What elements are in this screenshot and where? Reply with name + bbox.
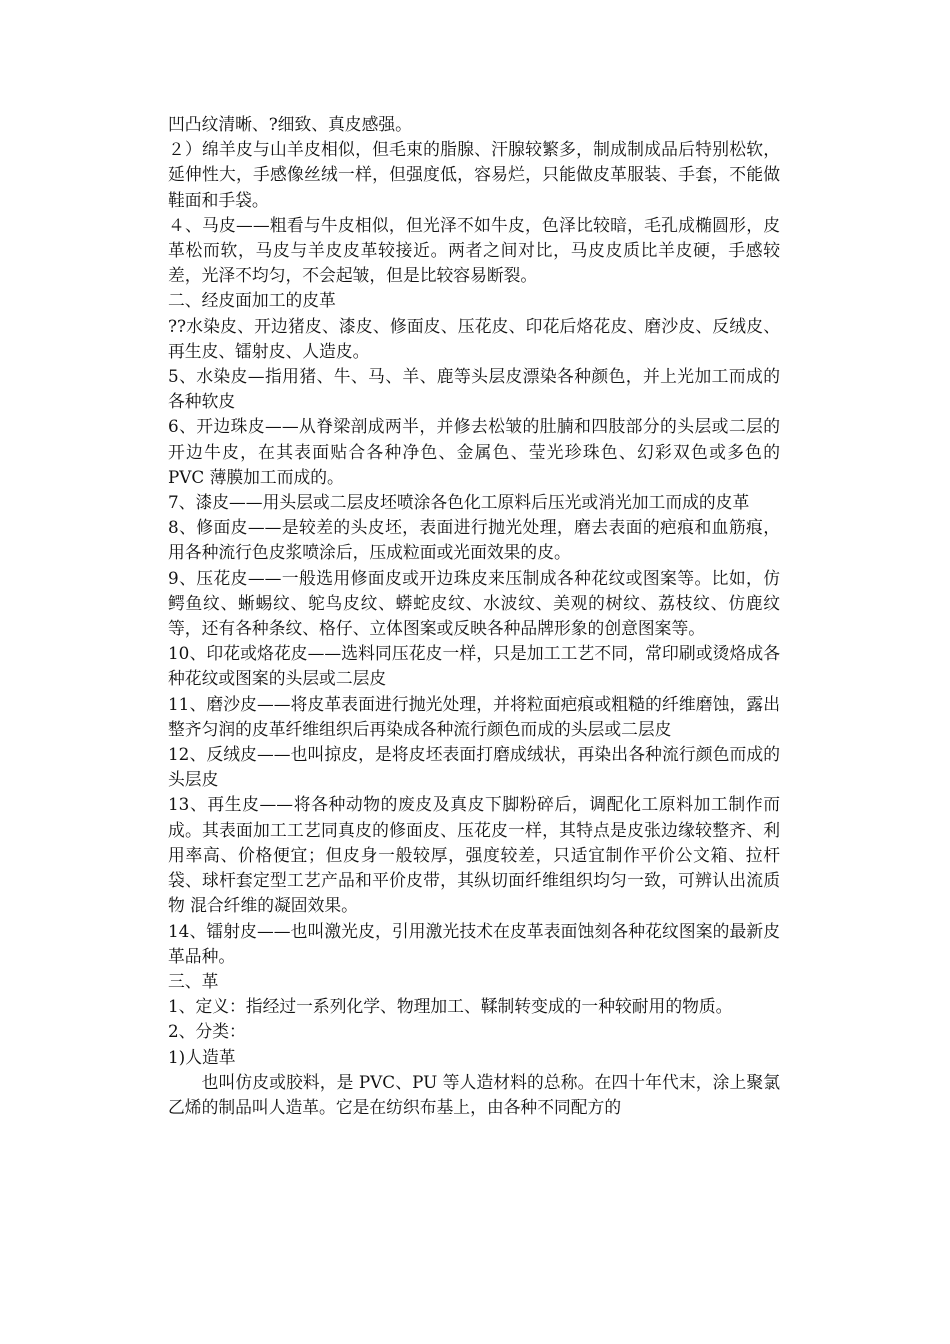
paragraph-6: 5、水染皮—指用猪、牛、马、羊、鹿等头层皮漂染各种颜色，并上光加工而成的各种软皮 <box>168 366 780 412</box>
paragraph-11: 10、印花或烙花皮——选料同压花皮一样，只是加工工艺不同，常印刷或烫烙成各种花纹或图案的头层或二层皮 <box>168 643 780 689</box>
paragraph-3: ４、马皮——粗看与牛皮相似，但光泽不如牛皮，色泽比较暗，毛孔成椭圆形，皮革松而软，马皮与羊皮皮革较接近。两者之间对比，马皮皮质比羊皮硬，手感较 差，光泽不均匀，不会起皱，但是比较容易断裂。 <box>168 214 780 286</box>
paragraph-12: 11、磨沙皮——将皮革表面进行抛光处理，并将粒面疤痕或粗糙的纤维磨蚀，露出整齐匀润的皮革纤维组织后再染成各种流行颜色而成的头层或二层皮 <box>168 693 780 739</box>
document-page <box>168 112 780 1120</box>
paragraph-13: 12、反绒皮——也叫掠皮，是将皮坯表面打磨成绒状，再染出各种流行颜色而成的头层皮 <box>168 744 780 790</box>
paragraph-1: 凹凸纹清晰、?细致、真皮感强。 <box>168 114 412 134</box>
paragraph-15: 14、镭射皮——也叫激光皮，引用激光技术在皮革表面蚀刻各种花纹图案的最新皮革品种。 <box>168 920 780 966</box>
paragraph-14: 13、再生皮——将各种动物的废皮及真皮下脚粉碎后，调配化工原料加工制作而成。其表面加工工艺同真皮的修面皮、压花皮一样，其特点是皮张边缘较整齐、利 用率高、价格便宜；但皮身一般较厚，强度较差，只适宜制作平价公文箱、拉杆袋、球杆套定型工艺产品和平价皮带，其纵切面纤维组织均匀一致，可辨认出流质物 混合纤维的凝固效果。 <box>168 794 780 916</box>
paragraph-17: 1、定义：指经过一系列化学、物理加工、鞣制转变成的一种较耐用的物质。 <box>168 996 733 1017</box>
subheading-artificial-leather: 1)人造革 <box>168 1046 236 1067</box>
paragraph-7: 6、开边珠皮——从脊梁剖成两半，并修去松皱的肚腩和四肢部分的头层或二层的开边牛皮，在其表面贴合各种净色、金属色、莹光珍珠色、幻彩双色或多色的 PVC 薄膜加工而成的。 <box>168 416 780 487</box>
paragraph-18: 2、分类： <box>168 1021 246 1042</box>
paragraph-20: 也叫仿皮或胶料，是 PVC、PU 等人造材料的总称。在四十年代末，涂上聚氯乙烯的制品叫人造革。它是在纺织布基上，由各种不同配方的 <box>168 1071 780 1117</box>
paragraph-9: 8、修面皮——是较差的头皮坯，表面进行抛光处理，磨去表面的疤痕和血筋痕，用各种流行色皮浆喷涂后，压成粒面或光面效果的皮。 <box>168 517 780 563</box>
paragraph-8: 7、漆皮——用头层或二层皮坯喷涂各色化工原料后压光或消光加工而成的皮革 <box>168 492 750 513</box>
paragraph-10: 9、压花皮——一般选用修面皮或开边珠皮来压制成各种花纹或图案等。比如，仿鳄鱼纹、蜥蜴纹、鸵鸟皮纹、蟒蛇皮纹、水波纹、美观的树纹、荔枝纹、仿鹿纹 等，还有各种条纹、格仔、立体图案或反映各种品牌形象的创意图案等。 <box>168 567 780 639</box>
section-heading-2: 二、经皮面加工的皮革 <box>168 290 336 311</box>
paragraph-5: ??水染皮、开边猪皮、漆皮、修面皮、压花皮、印花后烙花皮、磨沙皮、反绒皮、再生皮、镭射皮、人造皮。 <box>168 315 780 361</box>
paragraph-2: ２）绵羊皮与山羊皮相似，但毛束的脂腺、汗腺较繁多，制成制成品后特别松软，延伸性大，手感像丝绒一样，但强度低，容易烂，只能做皮革服装、手套，不能做 鞋面和手袋。 <box>168 139 780 210</box>
section-heading-3: 三、革 <box>168 970 219 991</box>
